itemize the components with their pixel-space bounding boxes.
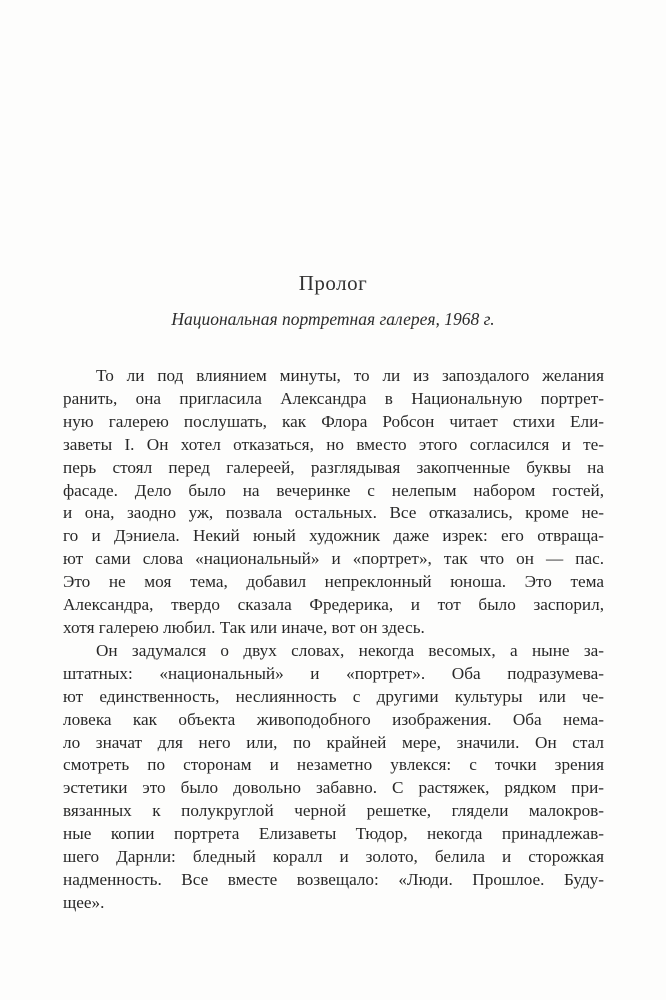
- text-line: Александра, твердо сказала Фредерика, и тот было заспорил,: [63, 595, 604, 615]
- body-text: [63, 365, 604, 915]
- text-line: шего Дарнли: бледный коралл и золото, белила и сторожкая: [63, 847, 604, 867]
- text-line: и она, заодно уж, позвала остальных. Все отказались, кроме не-: [63, 503, 604, 523]
- chapter-subtitle: Национальная портретная галерея, 1968 г.: [171, 309, 495, 329]
- text-line: То ли под влиянием минуты, то ли из запоздалого желания: [96, 366, 604, 385]
- text-line: ют единственность, неслиянность с другими культуры или че-: [63, 686, 604, 706]
- text-line: ные копии портрета Елизаветы Тюдор, некогда принадлежав-: [63, 824, 604, 844]
- text-line: хотя галерею любил. Так или иначе, вот он здесь.: [63, 617, 425, 637]
- text-line: Он задумался о двух словах, некогда весомых, а ныне за-: [96, 640, 604, 660]
- text-line: эстетики это было довольно забавно. С растяжек, рядком при-: [63, 778, 604, 798]
- text-line: перь стоял перед галереей, разглядывая закопченные буквы на: [63, 457, 604, 477]
- text-line: ранить, она пригласила Александра в Национальную портрет-: [63, 388, 604, 408]
- text-line: ную галерею послушать, как Флора Робсон читает стихи Ели-: [63, 411, 604, 431]
- text-line: го и Дэниела. Некий юный художник даже изрек: его отвраща-: [63, 526, 604, 546]
- text-line: заветы I. Он хотел отказаться, но вместо этого согласился и те-: [63, 434, 604, 454]
- text-line: ло значат для него или, по крайней мере, значили. Он стал: [63, 732, 604, 752]
- text-line: фасаде. Дело было на вечеринке с нелепым набором гостей,: [63, 480, 604, 500]
- text-line: ют сами слова «национальный» и «портрет», так что он — пас.: [63, 549, 604, 569]
- text-line: Это не моя тема, добавил непреклонный юноша. Это тема: [63, 572, 604, 592]
- text-line: вязанных к полукруглой черной решетке, глядели малокров-: [63, 801, 604, 821]
- text-line: щее».: [63, 892, 105, 912]
- paragraph: [63, 640, 604, 915]
- text-line: штатных: «национальный» и «портрет». Оба подразумева-: [63, 663, 604, 683]
- text-line: смотреть по сторонам и незаметно увлекся: с точки зрения: [63, 755, 604, 775]
- text-line: надменность. Все вместе возвещало: «Люди. Прошлое. Буду-: [63, 869, 604, 889]
- text-line: ловека как объекта живоподобного изображения. Оба нема-: [63, 709, 604, 729]
- chapter-title: Пролог: [298, 271, 368, 295]
- paragraph: [63, 365, 604, 640]
